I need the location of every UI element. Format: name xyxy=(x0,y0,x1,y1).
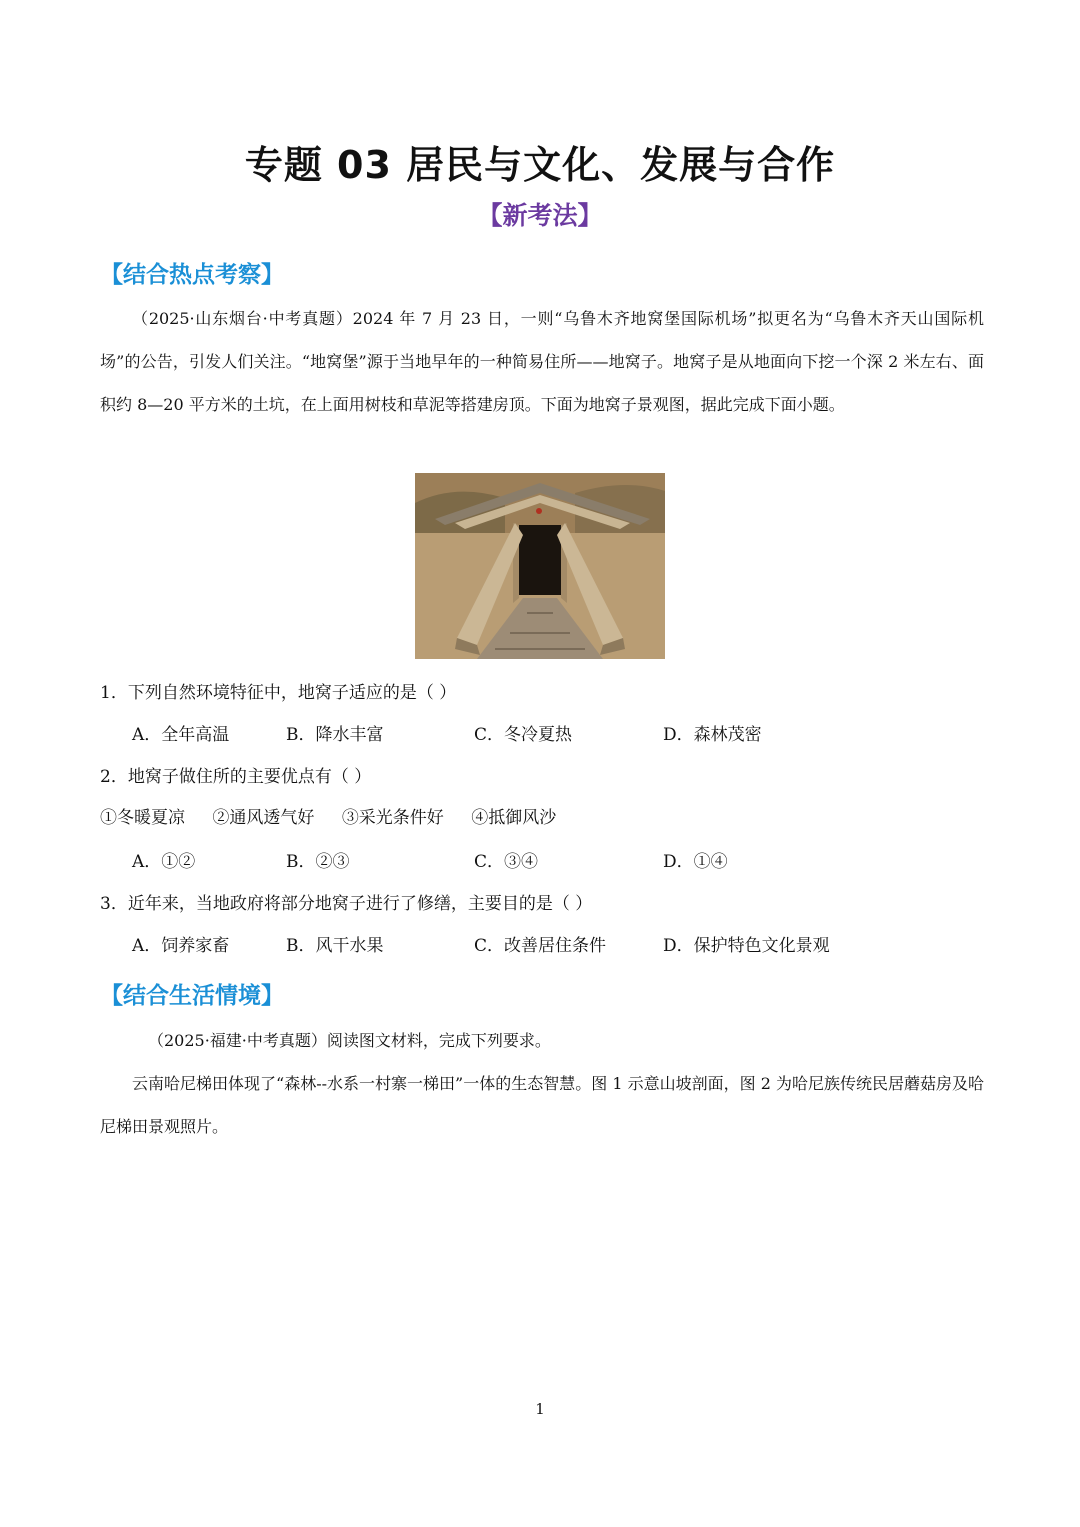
q2-statement-1: ①冬暖夏凉 xyxy=(100,808,185,828)
q1-option-d: D．森林茂密 xyxy=(663,725,762,745)
section-heading-life: 【结合生活情境】 xyxy=(100,983,284,1009)
q2-statements xyxy=(100,803,578,828)
question-3: 3．近年来，当地政府将部分地窝子进行了修缮，主要目的是（ ） xyxy=(100,894,593,914)
diwozi-photo xyxy=(415,473,665,659)
q2-statement-2: ②通风透气好 xyxy=(212,808,315,828)
section2-intro: （2025·福建·中考真题）阅读图文材料，完成下列要求。 xyxy=(148,1031,551,1050)
q3-option-c: C．改善居住条件 xyxy=(474,936,607,956)
q1-option-c: C．冬冷夏热 xyxy=(474,725,573,745)
question-2: 2．地窝子做住所的主要优点有（ ） xyxy=(100,767,372,787)
passage-diwozi: （2025·山东烟台·中考真题）2024 年 7 月 23 日，一则“乌鲁木齐地窝堡国际机场”拟更名为“乌鲁木齐天山国际机场”的公告，引发人们关注。“地窝堡”源于当地早年的一种简易住所——地窝子。地窝子是从地面向下挖一个深 2 米左右、面积约 8—20 平方米的土坑，在上面用树枝和草泥等搭建房顶。下面为地窝子景观图，据此完成下面小题。 xyxy=(100,309,984,414)
q2-option-c: C．③④ xyxy=(474,852,539,872)
q1-option-b: B．降水丰富 xyxy=(286,725,384,745)
q3-option-b: B．风干水果 xyxy=(286,936,384,956)
section-heading-hotspot: 【结合热点考察】 xyxy=(100,262,284,288)
q2-option-d: D．①④ xyxy=(663,852,728,872)
page-title: 专题 03 居民与文化、发展与合作 xyxy=(244,143,836,187)
question-1: 1．下列自然环境特征中，地窝子适应的是（ ） xyxy=(100,683,457,703)
q2-option-a: A．①② xyxy=(132,852,196,872)
q1-option-a: A．全年高温 xyxy=(132,725,230,745)
passage-hani-terraces: 云南哈尼梯田体现了“森林--水系一村寨一梯田”一体的生态智慧。图 1 示意山坡剖面，图 2 为哈尼族传统民居蘑菇房及哈尼梯田景观照片。 xyxy=(100,1074,984,1136)
q2-option-b: B．②③ xyxy=(286,852,350,872)
q2-statement-4: ④抵御风沙 xyxy=(471,808,557,828)
page-number: 1 xyxy=(535,1400,545,1418)
q3-option-d: D．保护特色文化景观 xyxy=(663,936,830,956)
q2-statement-3: ③采光条件好 xyxy=(341,808,444,828)
page-subtitle: 【新考法】 xyxy=(477,201,603,230)
q3-option-a: A．饲养家畜 xyxy=(132,936,230,956)
